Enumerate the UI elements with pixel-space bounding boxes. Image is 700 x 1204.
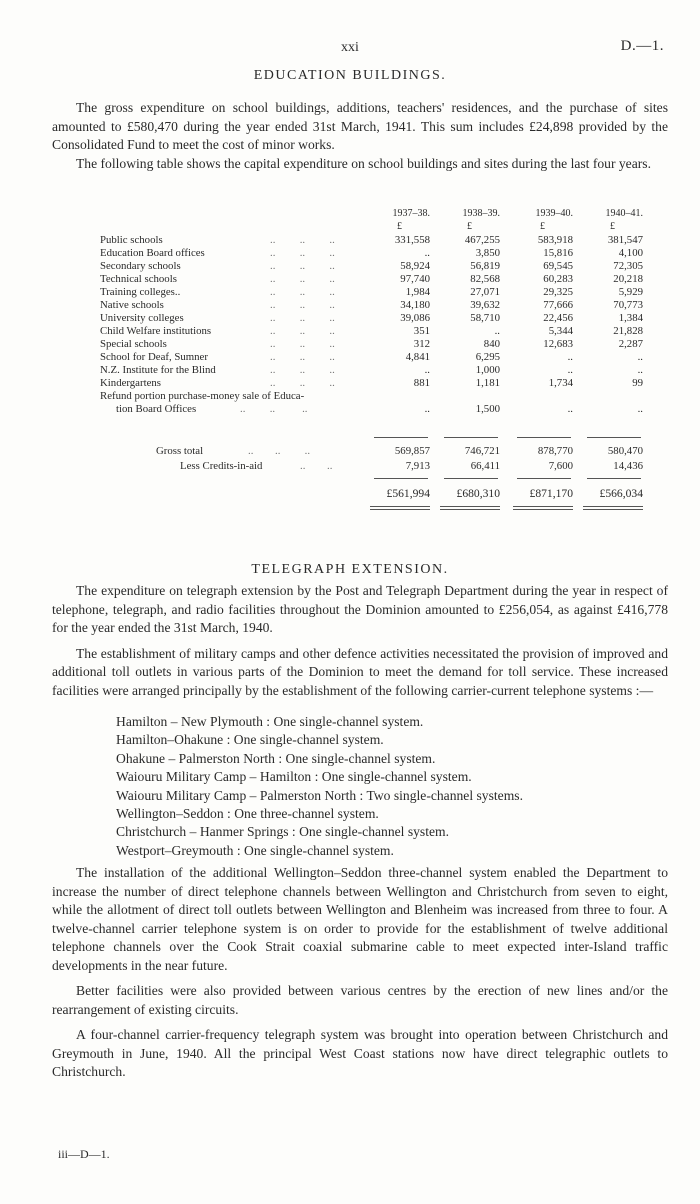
list-item: Waiouru Military Camp – Hamilton : One single-channel system. — [116, 769, 472, 785]
leader-dots: .. .. .. — [270, 364, 335, 376]
table-row — [100, 286, 670, 299]
leader-dots: .. .. .. — [270, 234, 335, 246]
list-item: Christchurch – Hanmer Springs : One single-channel system. — [116, 824, 449, 840]
telegraph-text-b — [52, 864, 668, 1082]
row-label: University colleges — [100, 312, 184, 324]
row-label: School for Deaf, Sumner — [100, 351, 208, 363]
sum-rule — [517, 437, 571, 438]
leader-dots: .. .. .. — [270, 299, 335, 311]
cell: 4,841 — [405, 351, 430, 363]
leader-dots: .. .. .. — [248, 445, 311, 457]
telegraph-title: TELEGRAPH EXTENSION. — [251, 562, 449, 577]
cell: 312 — [413, 338, 430, 350]
cell: 1,984 — [405, 286, 430, 298]
row-label: N.Z. Institute for the Blind — [100, 364, 216, 376]
cell: 5,929 — [618, 286, 643, 298]
cell: 7,913 — [405, 460, 430, 472]
cell: .. — [424, 247, 430, 259]
double-rule — [440, 506, 500, 510]
table-row-refund-2 — [100, 403, 670, 416]
sum-rule — [587, 437, 641, 438]
table-row — [100, 299, 670, 312]
sum-rule — [444, 437, 498, 438]
sum-rule — [444, 478, 498, 479]
cell: 58,710 — [470, 312, 500, 324]
education-title: EDUCATION BUILDINGS. — [253, 68, 447, 83]
double-rule — [513, 506, 573, 510]
row-label: Native schools — [100, 299, 164, 311]
cell: 21,828 — [613, 325, 643, 337]
cell: £871,170 — [529, 487, 573, 500]
cell: 69,545 — [543, 260, 573, 272]
paragraph: Better facilities were also provided between various centres by the erection of new lines and/or the rearrangement of existing circuits. — [52, 983, 668, 1017]
net-total-row — [100, 486, 670, 501]
list-item: Wellington–Seddon : One three-channel system. — [116, 806, 379, 822]
cell: 39,632 — [470, 299, 500, 311]
sum-rule — [374, 478, 428, 479]
cell: 27,071 — [470, 286, 500, 298]
list-item: Westport–Greymouth : One single-channel system. — [116, 842, 394, 858]
year-header: 1937–38. — [392, 208, 430, 219]
leader-dots: .. .. .. — [240, 403, 308, 415]
leader-dots: .. .. .. — [270, 377, 335, 389]
double-rule — [370, 506, 430, 510]
cell: .. — [637, 364, 643, 376]
row-label: Secondary schools — [100, 260, 181, 272]
unit-label: £ — [540, 221, 545, 232]
cell: 840 — [483, 338, 500, 350]
leader-dots: .. .. .. — [270, 260, 335, 272]
leader-dots: .. .. .. — [270, 338, 335, 350]
cell: 746,721 — [464, 445, 500, 457]
education-text — [52, 99, 668, 173]
cell: 22,456 — [543, 312, 573, 324]
cell: 381,547 — [607, 234, 643, 246]
leader-dots: .. .. .. — [270, 273, 335, 285]
leader-dots: .. .. .. — [270, 286, 335, 298]
table-header-row — [100, 207, 670, 220]
cell: 331,558 — [394, 234, 430, 246]
cell: 1,384 — [618, 312, 643, 324]
gross-total-row — [100, 444, 670, 459]
row-label: Training colleges.. — [100, 286, 181, 298]
leader-dots: .. .. .. — [270, 325, 335, 337]
cell: 1,500 — [475, 403, 500, 415]
cell: 39,086 — [400, 312, 430, 324]
net-total-block — [100, 486, 670, 501]
table-row-refund-1 — [100, 390, 670, 403]
cell: £680,310 — [456, 487, 500, 500]
cell: 569,857 — [394, 445, 430, 457]
cell: 3,850 — [475, 247, 500, 259]
row-label: Child Welfare institutions — [100, 325, 212, 337]
cell: .. — [567, 403, 573, 415]
paragraph: A four-channel carrier-frequency telegraph system was brought into operation between Christchurch and Greymouth in June, 1940. All the principal West Coast stations now have direct telegraphic outlets to Christchurch. — [52, 1027, 668, 1079]
cell: 881 — [413, 377, 430, 389]
cell: .. — [424, 403, 430, 415]
cell: .. — [424, 364, 430, 376]
table-unit-row — [100, 220, 670, 234]
cell: 12,683 — [543, 338, 573, 350]
cell: 5,344 — [548, 325, 573, 337]
cell: 20,218 — [613, 273, 643, 285]
cell: 70,773 — [613, 299, 643, 311]
cell: 60,283 — [543, 273, 573, 285]
list-item: Hamilton–Ohakune : One single-channel system. — [116, 732, 384, 748]
cell: 82,568 — [470, 273, 500, 285]
table-row — [100, 247, 670, 260]
row-label: tion Board Offices — [116, 403, 197, 415]
row-label: Kindergartens — [100, 377, 161, 389]
table-row — [100, 325, 670, 338]
cell: .. — [567, 351, 573, 363]
cell: 15,816 — [543, 247, 573, 259]
row-label: Education Board offices — [100, 247, 205, 259]
unit-label: £ — [397, 221, 402, 232]
paragraph: The following table shows the capital expenditure on school buildings and sites during the last four years. — [76, 155, 651, 171]
leader-dots: .. .. .. — [270, 312, 335, 324]
table-row — [100, 312, 670, 325]
cell: .. — [494, 325, 500, 337]
cell: 1,181 — [475, 377, 500, 389]
paragraph: The gross expenditure on school buildings, additions, teachers' residences, and the purchase of sites amounted to £580,470 during the year ended 31st March, 1941. This sum includes £24,898 provided by the Consolidated Fund to meet the cost of minor works. — [52, 100, 668, 152]
cell: 66,411 — [470, 460, 500, 472]
row-label: Less Credits-in-aid — [180, 460, 263, 472]
row-label: Technical schools — [100, 273, 177, 285]
credits-row — [100, 459, 670, 474]
cell: .. — [637, 351, 643, 363]
systems-list — [116, 713, 523, 860]
cell: 583,918 — [537, 234, 573, 246]
document-reference: D.—1. — [620, 38, 664, 54]
cell: 72,305 — [613, 260, 643, 272]
footer-signature: iii—D—1. — [58, 1147, 110, 1161]
cell: 580,470 — [607, 445, 643, 457]
sum-rule — [587, 478, 641, 479]
list-item: Waiouru Military Camp – Palmerston North : Two single-channel systems. — [116, 787, 523, 803]
sum-rule — [374, 437, 428, 438]
table-row — [100, 273, 670, 286]
unit-label: £ — [610, 221, 615, 232]
paragraph: The expenditure on telegraph extension by the Post and Telegraph Department during the year in respect of telephone, telegraph, and radio facilities throughout the Dominion amounted to £256,054, as against £416,778 for the year ended the 31st March, 1940. — [52, 583, 668, 635]
leader-dots: .. .. — [300, 460, 333, 472]
list-item: Hamilton – New Plymouth : One single-channel system. — [116, 714, 424, 729]
paragraph: The installation of the additional Wellington–Seddon three-channel system enabled the Department to increase the number of direct telephone channels between Wellington and Christchurch from seven to eight, while the allotment of direct toll outlets between Wellington and Blenheim was increased from three to four. A twelve-channel carrier telephone system is on order to provide for the establishment of twelve additional telephone channels over the Cook Strait coaxial submarine cable to meet expected inter-Island traffic developments in the near future. — [52, 865, 668, 973]
cell: 14,436 — [613, 460, 643, 472]
cell: 1,734 — [548, 377, 573, 389]
cell: 4,100 — [618, 247, 643, 259]
leader-dots: .. .. .. — [270, 351, 335, 363]
table-row — [100, 338, 670, 351]
leader-dots: .. .. .. — [270, 247, 335, 259]
cell: .. — [567, 364, 573, 376]
table-row — [100, 234, 670, 247]
expenditure-table — [100, 207, 670, 416]
year-header: 1940–41. — [605, 208, 643, 219]
row-label: Refund portion purchase-money sale of Educa- — [100, 390, 305, 402]
table-body — [100, 234, 670, 390]
table-row — [100, 377, 670, 390]
cell: 6,295 — [475, 351, 500, 363]
year-header: 1939–40. — [535, 208, 573, 219]
row-label: Special schools — [100, 338, 167, 350]
list-item: Ohakune – Palmerston North : One single-channel system. — [116, 750, 436, 766]
double-rule — [583, 506, 643, 510]
sum-rule — [517, 478, 571, 479]
cell: 77,666 — [543, 299, 573, 311]
cell: £561,994 — [386, 487, 430, 500]
year-header: 1938–39. — [462, 208, 500, 219]
cell: 878,770 — [537, 445, 573, 457]
cell: £566,034 — [599, 487, 643, 500]
paragraph: The establishment of military camps and other defence activities necessitated the provision of improved and additional toll outlets in various parts of the Dominion to meet the demand for toll service. These increased facilities were arranged principally by the establishment of the following carrier-current telephone systems :— — [52, 645, 668, 698]
table-row — [100, 364, 670, 377]
cell: 29,325 — [543, 286, 573, 298]
cell: 34,180 — [400, 299, 430, 311]
cell: 97,740 — [400, 273, 430, 285]
cell: 58,924 — [400, 260, 430, 272]
totals-block — [100, 444, 670, 474]
cell: 7,600 — [548, 460, 573, 472]
unit-label: £ — [467, 221, 472, 232]
cell: 56,819 — [470, 260, 500, 272]
page-number: xxi — [341, 40, 359, 55]
cell: .. — [637, 403, 643, 415]
row-label: Public schools — [100, 234, 163, 246]
cell: 99 — [632, 377, 643, 389]
table-row — [100, 351, 670, 364]
cell: 1,000 — [475, 364, 500, 376]
telegraph-text-a — [52, 582, 668, 700]
cell: 467,255 — [464, 234, 500, 246]
row-label: Gross total — [156, 445, 204, 457]
cell: 2,287 — [618, 338, 643, 350]
cell: 351 — [413, 325, 430, 337]
table-row — [100, 260, 670, 273]
